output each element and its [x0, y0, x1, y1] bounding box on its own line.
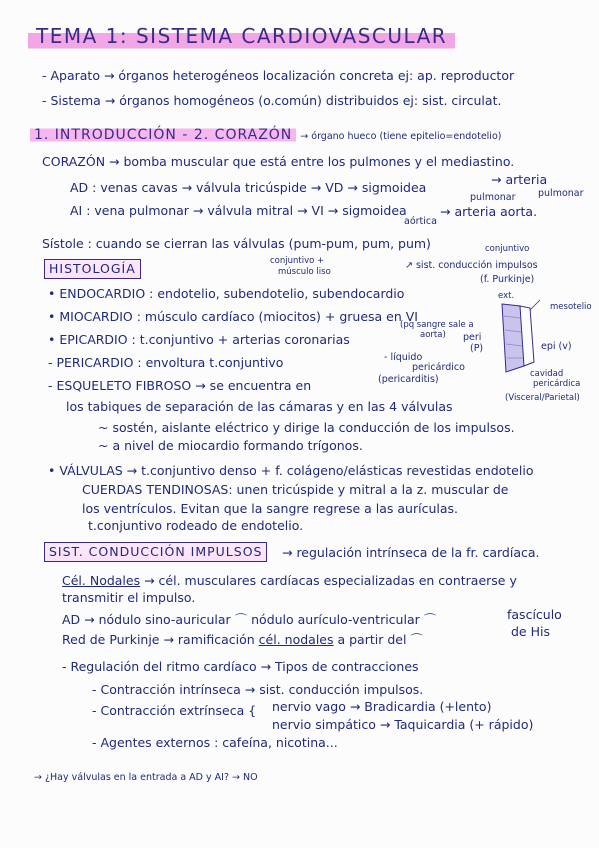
histologia-note-liso: músculo liso [278, 267, 331, 277]
rodeado-line: t.conjuntivo rodeado de endotelio. [88, 518, 304, 533]
valvulas-line: • VÁLVULAS → t.conjuntivo denso + f. colágeno/elásticas revestidas endotelio [48, 463, 534, 478]
extrinseca-line: - Contracción extrínseca { [92, 703, 257, 718]
purkinje-b: cél. nodales [258, 632, 334, 647]
ai-end: → arteria aorta. [440, 204, 538, 219]
section1-heading-row [30, 127, 501, 143]
histologia-note-conj: conjuntivo + [270, 256, 325, 266]
peri-p-label: (P) [470, 343, 484, 354]
ad-nodulo-line: AD → nódulo sino-auricular ⌒ nódulo aurículo-ventricular ⌒ [62, 612, 437, 627]
ad-arteria: → arteria [491, 172, 548, 187]
pericardica-label: pericárdica [533, 379, 581, 389]
purkinje-a: Red de Purkinje → ramificación [62, 632, 259, 647]
epi-v-label: epi (v) [541, 341, 572, 352]
endocardio-line: • ENDOCARDIO : endotelio, subendotelio, subendocardio [48, 286, 405, 301]
pericarditis-label: (pericarditis) [378, 374, 439, 385]
mesotelio-label: mesotelio [550, 302, 592, 312]
his-label: de His [511, 624, 550, 639]
pericardico-label: pericárdico [412, 362, 465, 373]
pericardio-line: - PERICARDIO : envoltura t.conjuntivo [48, 355, 284, 370]
sistema-line: - Sistema → órganos homogéneos (o.común) distribuidos ej: sist. circulat. [42, 93, 502, 108]
nodales-desc: → cél. musculares cardíacas especializadas en contraerse y [140, 573, 517, 588]
footer-question: → ¿Hay válvulas en la entrada a AD y AI? → NO [34, 772, 258, 783]
ventriculos-line: los ventrículos. Evitan que la sangre regrese a las aurículas. [82, 501, 458, 516]
sangre-note-1: (pq sangre sale a [400, 320, 474, 330]
section1-heading-note: → órgano hueco (tiene epitelio=endotelio) [300, 131, 502, 142]
visceral-label: (Visceral/Parietal) [505, 393, 580, 403]
page-title: TEMA 1: SISTEMA CARDIOVASCULAR [28, 22, 455, 50]
esqueleto-line: - ESQUELETO FIBROSO → se encuentra en [48, 378, 312, 393]
ad-pulmonar-2: pulmonar [538, 188, 584, 199]
section1-heading: 1. INTRODUCCIÓN - 2. CORAZÓN [30, 127, 296, 143]
simpatico-line: nervio simpático → Taquicardia (+ rápido) [272, 717, 534, 732]
ai-line: AI : vena pulmonar → válvula mitral → VI → sigmoidea [70, 203, 407, 218]
transmitir-line: transmitir el impulso. [62, 590, 196, 605]
ext-label: ext. [498, 291, 515, 301]
histologia-note-sist: ↗ sist. conducción impulsos [405, 260, 538, 271]
histologia-note-conj2: conjuntivo [485, 244, 530, 254]
vago-line: nervio vago → Bradicardia (+lento) [272, 699, 492, 714]
nodales-line [62, 573, 517, 588]
nivel-line: ~ a nivel de miocardio formando trígonos. [98, 438, 363, 453]
fasciculo-label: fascículo [507, 607, 562, 622]
tabiques-line: los tabiques de separación de las cámaras y en las 4 válvulas [66, 399, 453, 414]
nodales-term: Cél. Nodales [62, 573, 141, 588]
epicardio-line: • EPICARDIO : t.conjuntivo + arterias coronarias [48, 332, 350, 347]
ai-aortica: aórtica [404, 216, 437, 227]
conduccion-label: SIST. CONDUCCIÓN IMPULSOS [44, 542, 267, 562]
regulacion-line: - Regulación del ritmo cardíaco → Tipos de contracciones [62, 659, 419, 674]
peri-label: peri [463, 332, 482, 343]
miocardio-line: • MIOCARDIO : músculo cardíaco (miocitos) + gruesa en VI [48, 309, 418, 324]
agentes-line: - Agentes externos : cafeína, nicotina... [92, 735, 338, 750]
liquido-label: - líquido [384, 352, 423, 363]
sistole-line: Sístole : cuando se cierran las válvulas (pum-pum, pum, pum) [42, 236, 431, 251]
pericardium-sketch [480, 296, 550, 376]
purkinje-c: a partir del ⌒ [333, 632, 423, 647]
intrinseca-line: - Contracción intrínseca → sist. conducción impulsos. [92, 682, 424, 697]
purkinje-line [62, 632, 423, 647]
cavidad-label: cavidad [530, 369, 564, 379]
sosten-line: ~ sostén, aislante eléctrico y dirige la conducción de los impulsos. [98, 420, 515, 435]
ad-line: AD : venas cavas → válvula tricúspide → VD → sigmoidea [70, 180, 427, 195]
aparato-line: - Aparato → órganos heterogéneos localización concreta ej: ap. reproductor [42, 68, 515, 83]
cuerdas-line: CUERDAS TENDINOSAS: unen tricúspide y mitral a la z. muscular de [82, 482, 509, 497]
histologia-note-purkinje: (f. Purkinje) [480, 274, 535, 285]
ad-pulmonar-1: pulmonar [470, 192, 516, 203]
histologia-label: HISTOLOGÍA [44, 259, 141, 279]
sangre-note-2: aorta) [420, 330, 446, 340]
conduccion-heading-note: → regulación intrínseca de la fr. cardíaca. [282, 545, 540, 560]
corazon-line: CORAZÓN → bomba muscular que está entre los pulmones y el mediastino. [42, 154, 515, 169]
